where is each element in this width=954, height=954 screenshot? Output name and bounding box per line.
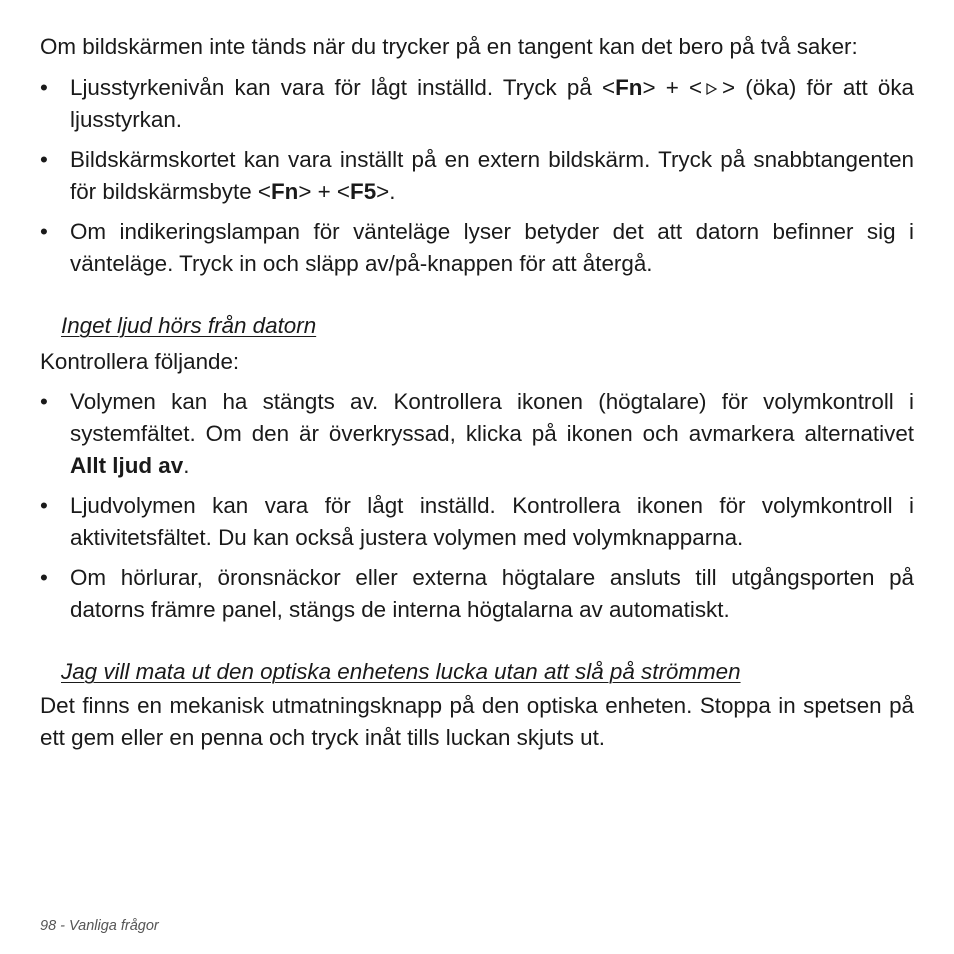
triangle-right-icon bbox=[703, 74, 719, 90]
list-item-brightness bbox=[40, 72, 914, 136]
list-item-headphones bbox=[40, 562, 914, 626]
list-item-low-volume bbox=[40, 490, 914, 554]
list-item-text: . bbox=[183, 453, 190, 478]
bullet-marker: • bbox=[40, 493, 48, 518]
option-mute-all: Allt ljud av bbox=[70, 453, 184, 478]
key-fn: Fn bbox=[615, 75, 643, 100]
key-f5: F5 bbox=[350, 179, 377, 204]
section3-text: Det finns en mekanisk utmatningsknapp på den optiska enheten. Stoppa in spetsen på ett gem eller en penna och tryck inåt tills luckan skjuts ut. bbox=[40, 693, 914, 750]
section3-heading: Jag vill mata ut den optiska enhetens lucka utan att slå på strömmen bbox=[61, 659, 741, 684]
list-item-text: Volymen kan ha stängts av. Kontrollera ikonen (högtalare) för volymkontroll i systemfältet. Om den är överkryssad, klicka på ikonen och avmarkera alternativet bbox=[70, 389, 914, 446]
bullet-marker: • bbox=[40, 389, 48, 414]
list-item-text: Ljudvolymen kan vara för lågt inställd. Kontrollera ikonen för volymkontroll i aktivitetsfältet. Du kan också justera volymen med volymknapparna. bbox=[70, 493, 914, 550]
list-item-text: Om hörlurar, öronsnäckor eller externa högtalare ansluts till utgångsporten på datorns främre panel, stängs de interna högtalarna av automatiskt. bbox=[70, 565, 914, 622]
list-item-text: Bildskärmskortet kan vara inställt på en extern bildskärm. Tryck på snabbtangenten för bildskärmsbyte < bbox=[70, 147, 914, 204]
bullet-marker: • bbox=[40, 147, 48, 172]
list-item-display-card bbox=[40, 144, 914, 208]
list-item-text: Om indikeringslampan för vänteläge lyser betyder det att datorn befinner sig i vänteläge. Tryck in och släpp av/på-knappen för att återgå. bbox=[70, 219, 914, 276]
bullet-marker: • bbox=[40, 219, 48, 244]
list-item-standby bbox=[40, 216, 914, 280]
list-item-text: > (öka) för att öka ljusstyrkan. bbox=[70, 75, 915, 132]
section2-intro: Kontrollera följande: bbox=[40, 349, 240, 374]
page-footer: 98 - Vanliga frågor bbox=[40, 918, 159, 934]
list-item-text: >. bbox=[376, 179, 396, 204]
section2-heading: Inget ljud hörs från datorn bbox=[61, 313, 317, 338]
section2-bullet-list bbox=[40, 386, 914, 626]
section1-intro: Om bildskärmen inte tänds när du trycker på en tangent kan det bero på två saker: bbox=[40, 34, 858, 59]
section1-bullet-list bbox=[40, 72, 914, 280]
list-item-text: > + < bbox=[298, 179, 351, 204]
list-item-text: > + < bbox=[642, 75, 703, 100]
bullet-marker: • bbox=[40, 75, 48, 100]
list-item-text: Ljusstyrkenivån kan vara för lågt inställd. Tryck på < bbox=[70, 75, 616, 100]
key-fn: Fn bbox=[270, 179, 299, 204]
document-page bbox=[40, 31, 914, 754]
list-item-muted bbox=[40, 386, 914, 482]
bullet-marker: • bbox=[40, 565, 48, 590]
